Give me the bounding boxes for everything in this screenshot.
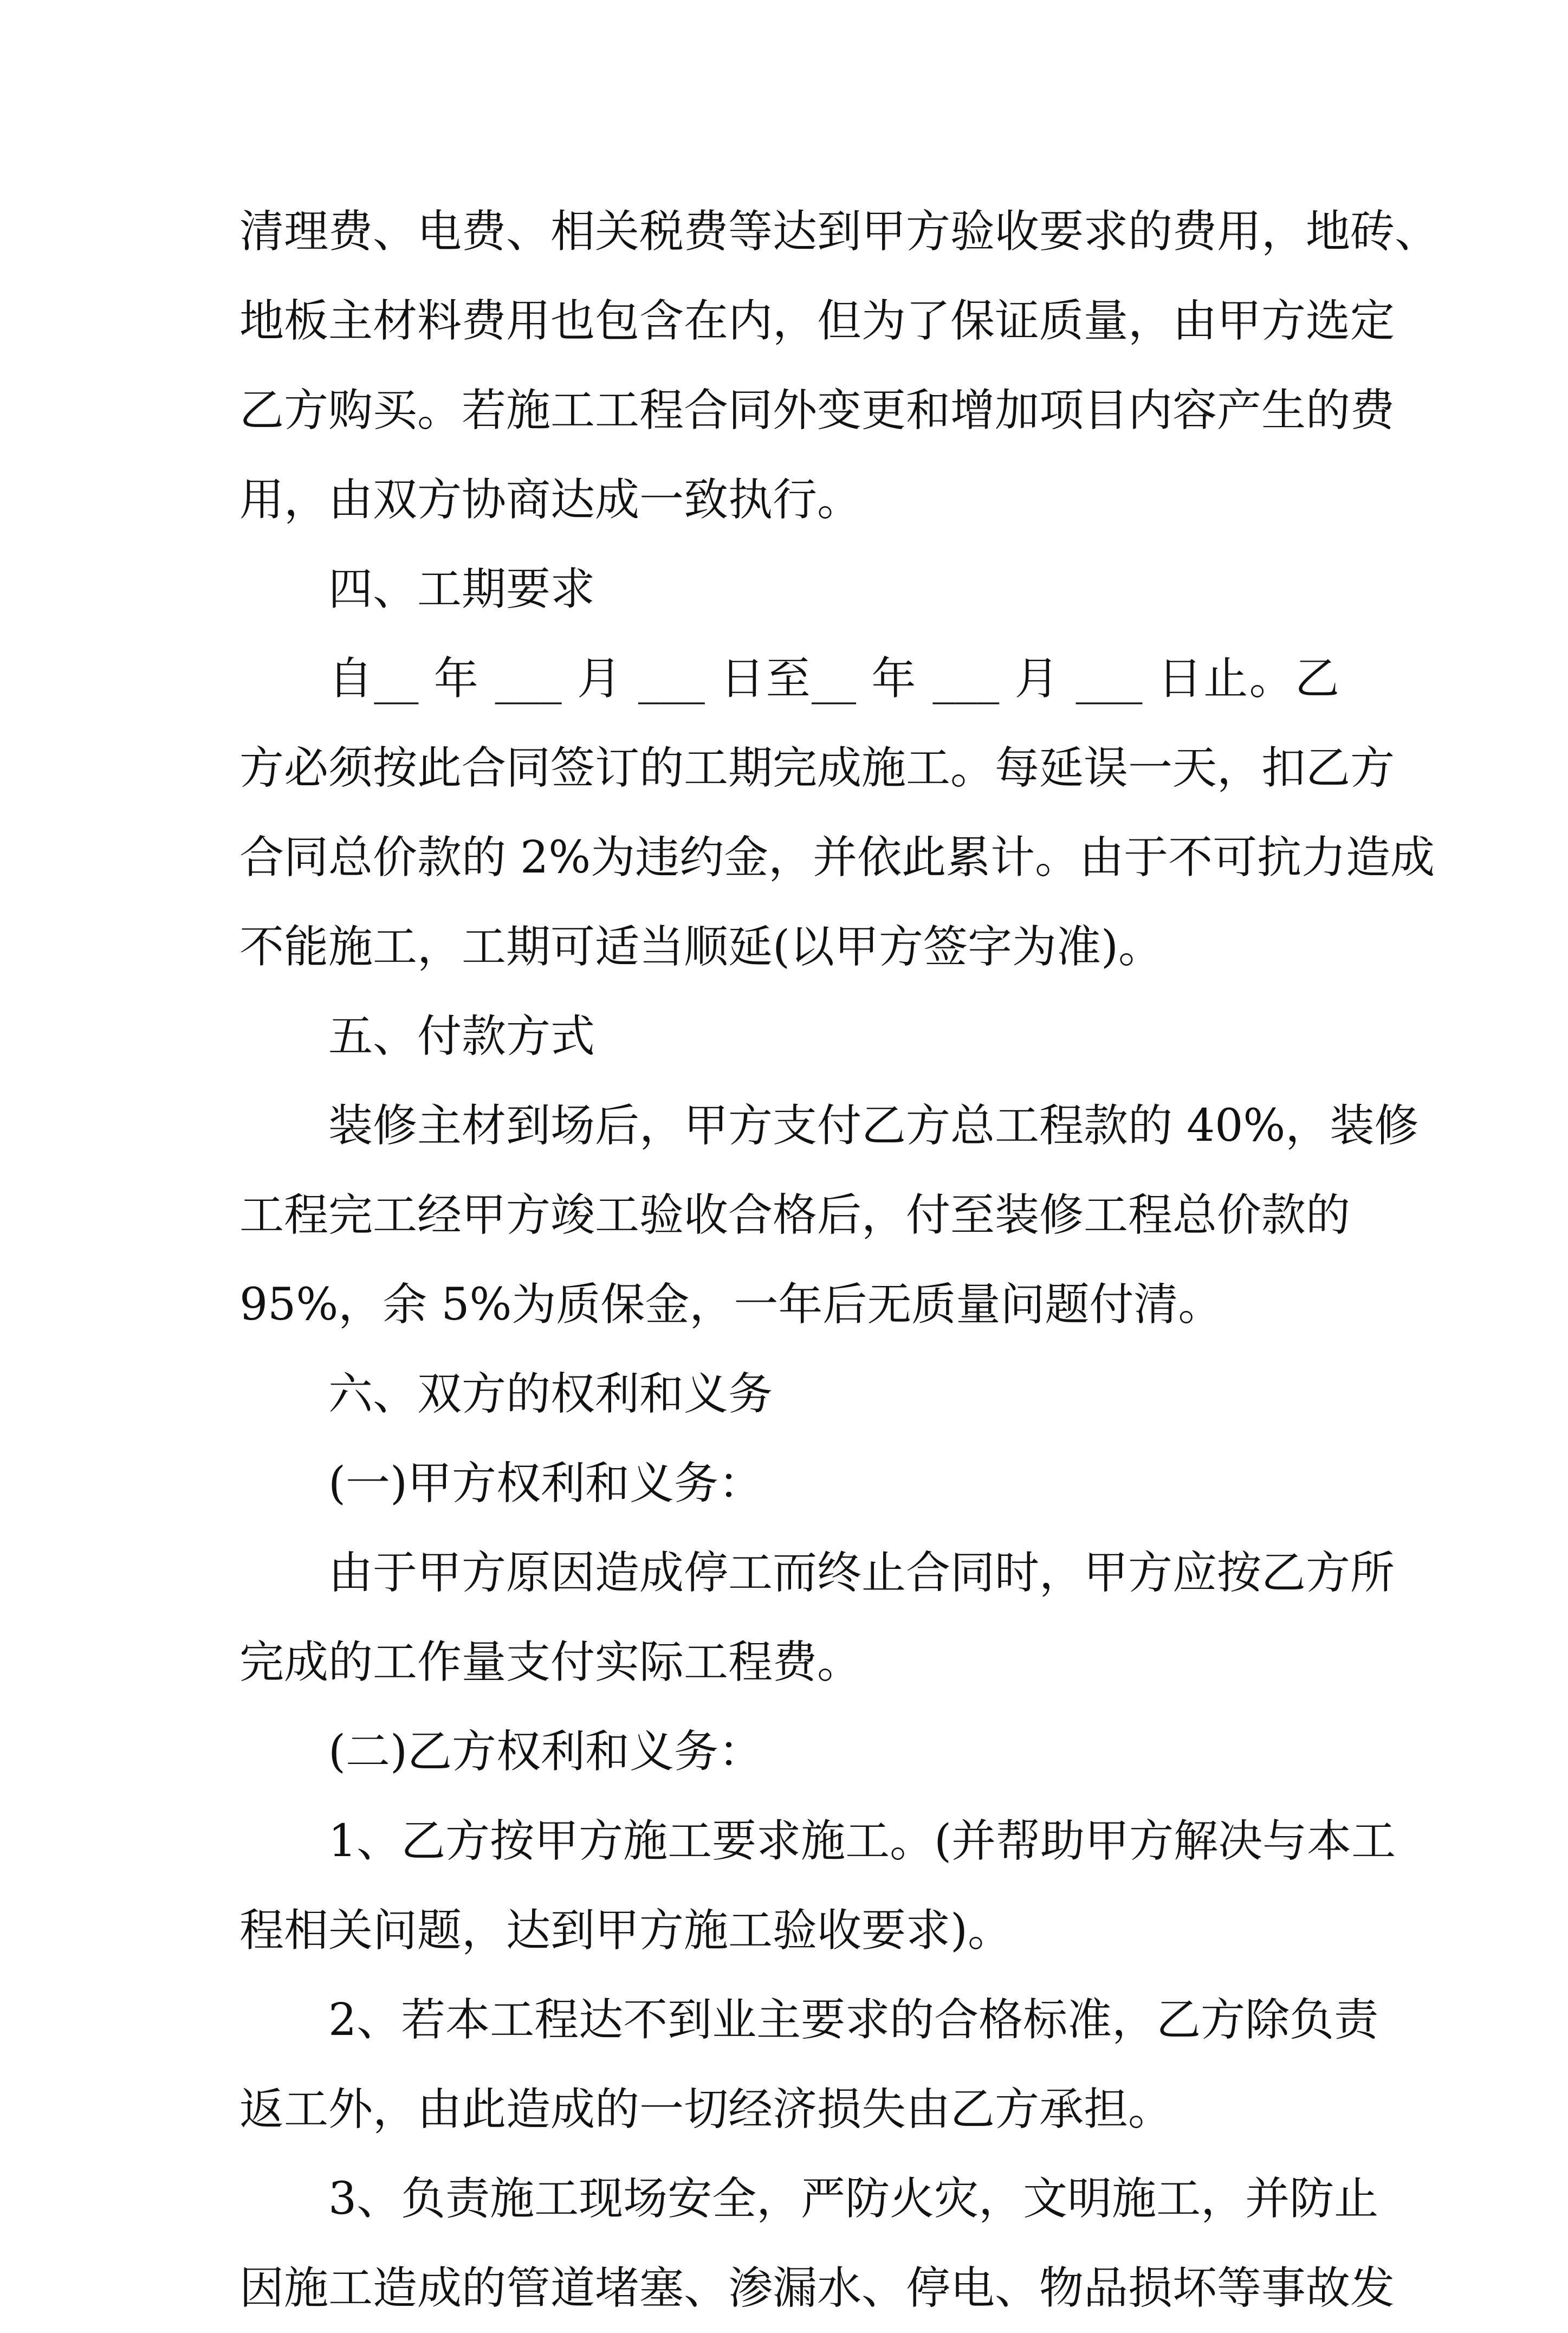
document-line: 返工外，由此造成的一切经济损失由乙方承担。 — [239, 2084, 1173, 2135]
document-line: 因施工造成的管道堵塞、渗漏水、停电、物品损坏等事故发 — [239, 2263, 1395, 2314]
document-line: 不能施工，工期可适当顺延(以甲方签字为准)。 — [239, 921, 1163, 973]
document-line: 四、工期要求 — [328, 564, 595, 615]
document-line: 地板主材料费用也包含在内，但为了保证质量，由甲方选定 — [239, 295, 1395, 347]
document-line: (一)甲方权利和义务： — [328, 1458, 763, 1509]
document-line: 自__ 年 ___ 月 ___ 日至__ 年 ___ 月 ___ 日止。乙 — [328, 653, 1339, 705]
document-line: 程相关问题，达到甲方施工验收要求)。 — [239, 1905, 1012, 1956]
document-line: 1、乙方按甲方施工要求施工。(并帮助甲方解决与本工 — [328, 1815, 1396, 1867]
document-line: 装修主材到场后，甲方支付乙方总工程款的 40%，装修 — [328, 1100, 1419, 1152]
document-line: 六、双方的权利和义务 — [328, 1368, 773, 1420]
document-line: 乙方购买。若施工工程合同外变更和增加项目内容产生的费 — [239, 385, 1395, 436]
document-line: 工程完工经甲方竣工验收合格后，付至装修工程总价款的 — [239, 1190, 1351, 1241]
document-line: 用，由双方协商达成一致执行。 — [239, 474, 862, 526]
document-line: 五、付款方式 — [328, 1011, 595, 1062]
document-line: 3、负责施工现场安全，严防火灾，文明施工，并防止 — [328, 2173, 1379, 2225]
document-line: (二)乙方权利和义务： — [328, 1726, 763, 1778]
document-line: 合同总价款的 2%为违约金，并依此累计。由于不可抗力造成 — [239, 832, 1435, 883]
document-line: 方必须按此合同签订的工期完成施工。每延误一天，扣乙方 — [239, 742, 1395, 794]
document-body — [239, 187, 1440, 2333]
document-line: 清理费、电费、相关税费等达到甲方验收要求的费用，地砖、 — [239, 206, 1440, 257]
document-line: 2、若本工程达不到业主要求的合格标准，乙方除负责 — [328, 1994, 1379, 2046]
document-line: 由于甲方原因造成停工而终止合同时，甲方应按乙方所 — [328, 1547, 1395, 1599]
document-line: 95%，余 5%为质保金，一年后无质量问题付清。 — [239, 1279, 1223, 1330]
document-line: 完成的工作量支付实际工程费。 — [239, 1637, 862, 1688]
